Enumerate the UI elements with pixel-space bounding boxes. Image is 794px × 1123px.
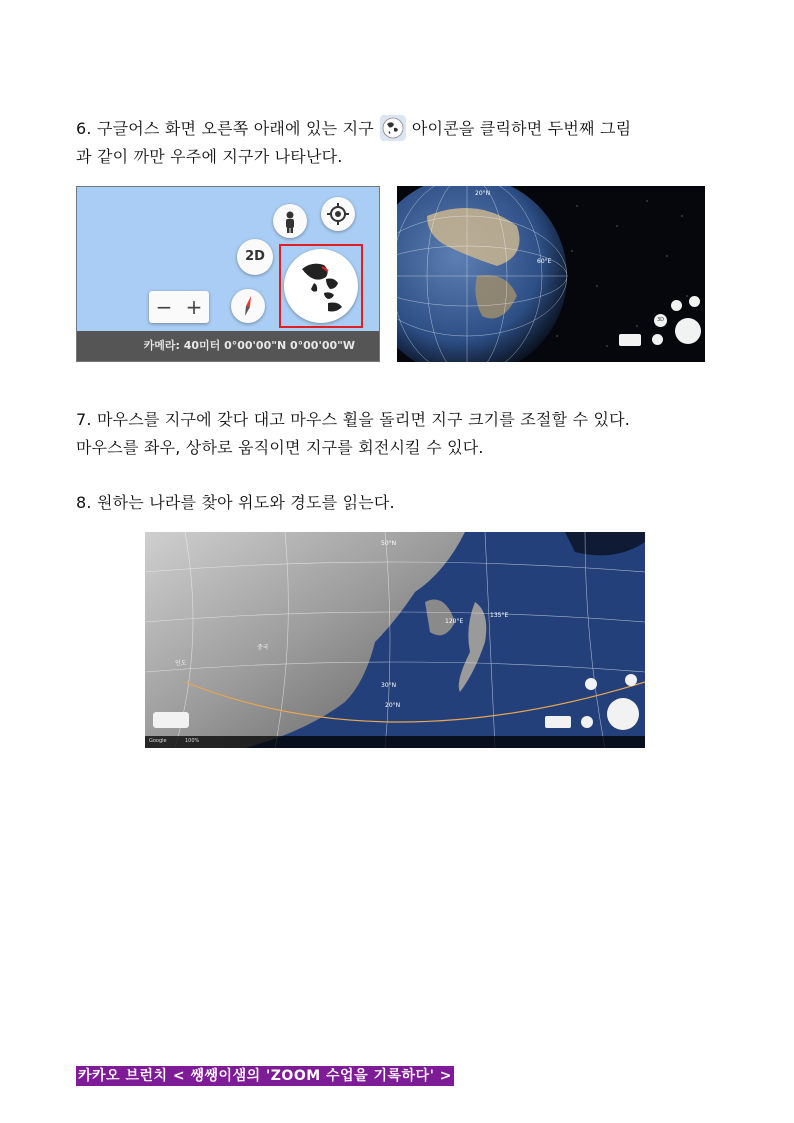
- compass-button[interactable]: [652, 334, 663, 345]
- 2d-toggle-button[interactable]: [237, 239, 273, 275]
- google-earth-controls-screenshot: [76, 186, 380, 362]
- attribution-bar: [145, 736, 645, 748]
- zoom-control[interactable]: [545, 716, 571, 728]
- 3d-label: 3D: [656, 317, 665, 323]
- step7-line2: 마우스를 좌우, 상하로 움직이면 지구를 회전시킬 수 있다.: [76, 438, 484, 457]
- highlight-box: [279, 244, 363, 328]
- globe-view-button[interactable]: [607, 698, 639, 730]
- step7-text: [76, 406, 718, 462]
- lon-120e-label: 120°E: [445, 618, 464, 625]
- earth-in-space-screenshot: [397, 186, 705, 362]
- zoom-control[interactable]: [619, 334, 641, 346]
- lat-50n-label: 50°N: [381, 540, 397, 547]
- east-asia-map-screenshot: [145, 532, 645, 748]
- map-controls[interactable]: [153, 712, 189, 728]
- my-location-button[interactable]: [321, 197, 355, 231]
- globe-icon: [380, 115, 406, 141]
- lon-60e-label: 60°E: [537, 258, 552, 265]
- footer-text: 카카오 브런치 < 쌩쌩이샘의 'ZOOM 수업을 기록하다' >: [78, 1068, 452, 1084]
- pegman-button[interactable]: [585, 678, 597, 690]
- google-logo: Google: [149, 738, 167, 744]
- zoom-control: [149, 291, 209, 323]
- location-target-icon: [321, 197, 355, 231]
- compass-button[interactable]: [581, 716, 593, 728]
- pegman-button[interactable]: [671, 300, 682, 311]
- lat-20n-label: 20°N: [475, 190, 491, 197]
- step7-line1: 7. 마우스를 지구에 갖다 대고 마우스 휠을 돌리면 지구 크기를 조절할 수 있다.: [76, 410, 631, 429]
- scale-text: 100%: [185, 738, 200, 744]
- step6-text-line2: 과 같이 까만 우주에 지구가 나타난다.: [76, 147, 343, 166]
- footer-banner: [76, 1066, 454, 1086]
- globe-view-button[interactable]: [675, 318, 701, 344]
- step8-line1: 8. 원하는 나라를 찾아 위도와 경도를 읽는다.: [76, 493, 395, 512]
- china-label: 중국: [257, 644, 269, 651]
- 2d-label: 2D: [245, 249, 265, 264]
- status-bar: [77, 331, 379, 361]
- lat-30n-label: 30°N: [381, 682, 397, 689]
- my-location-button[interactable]: [625, 674, 637, 686]
- step8-text: [76, 489, 718, 517]
- lat-20n-label: 20°N: [385, 702, 401, 709]
- step6-text-after: 아이콘을 클릭하면 두번째 그림: [411, 119, 632, 138]
- step6-text-before: 6. 구글어스 화면 오른쪽 아래에 있는 지구: [76, 119, 374, 138]
- 3d-toggle-button[interactable]: [654, 314, 667, 327]
- zoom-out-button[interactable]: −: [155, 295, 173, 319]
- my-location-button[interactable]: [689, 296, 700, 307]
- india-label: 인도: [175, 660, 187, 667]
- compass-icon: [231, 289, 265, 323]
- compass-button[interactable]: [231, 289, 265, 323]
- pegman-icon: [273, 204, 307, 238]
- status-text: 카메라: 40미터 0°00'00"N 0°00'00"W: [143, 339, 355, 352]
- zoom-in-button[interactable]: +: [185, 295, 203, 319]
- step6-text: [76, 115, 718, 171]
- pegman-button[interactable]: [273, 204, 307, 238]
- lon-135e-label: 135°E: [490, 612, 509, 619]
